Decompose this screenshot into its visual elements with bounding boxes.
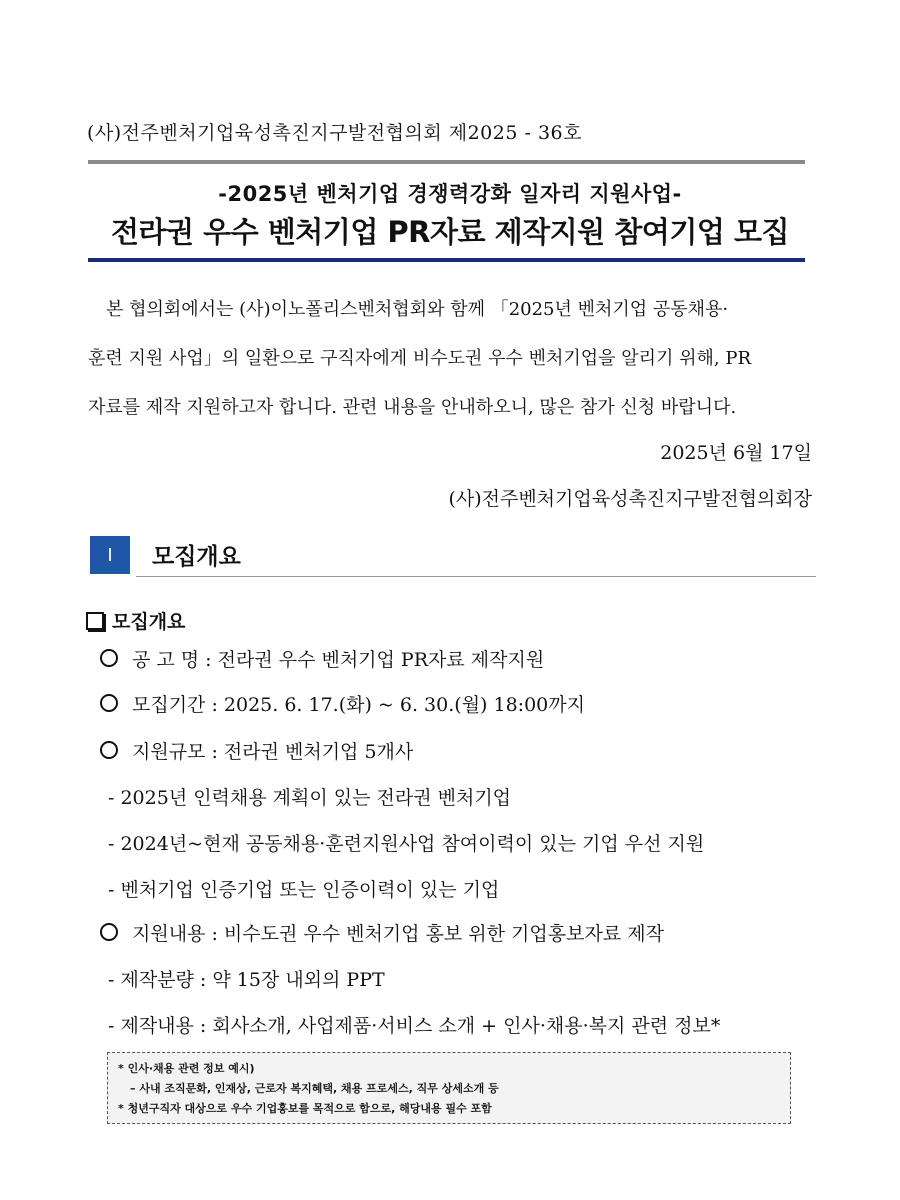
intro-line: 자료를 제작 지원하고자 합니다. 관련 내용을 안내하오니, 많은 참가 신청 바랍니다. bbox=[88, 397, 737, 418]
document-number: (사)전주벤처기업육성촉진지구발전협의회 제2025 - 36호 bbox=[87, 122, 582, 144]
list-subitem: - 2024년~현재 공동채용·훈련지원사업 참여이력이 있는 기업 우선 지원 bbox=[108, 833, 705, 855]
list-item: 지원내용 : 비수도권 우수 벤처기업 홍보 위한 기업홍보자료 제작 bbox=[100, 919, 820, 946]
title-divider bbox=[88, 258, 805, 262]
list-subitem: - 2025년 인력채용 계획이 있는 전라권 벤처기업 bbox=[108, 787, 512, 809]
note-box bbox=[107, 1052, 791, 1124]
page-title: 전라권 우수 벤처기업 PR자료 제작지원 참여기업 모집 bbox=[111, 215, 789, 249]
overview-heading-label: 모집개요 bbox=[112, 611, 186, 633]
issue-date: 2025년 6월 17일 bbox=[660, 442, 812, 464]
section-number-badge: Ⅰ bbox=[90, 536, 130, 574]
list-subitem: - 제작내용 : 회사소개, 사업제품·서비스 소개 + 인사·채용·복지 관련 정보* bbox=[108, 1015, 721, 1037]
signer: (사)전주벤처기업육성촉진지구발전협의회장 bbox=[448, 488, 812, 510]
note-line: * 청년구직자 대상으로 우수 기업홍보를 목적으로 함으로, 해당내용 필수 포함 bbox=[118, 1102, 492, 1115]
list-item: 공 고 명 : 전라권 우수 벤처기업 PR자료 제작지원 bbox=[100, 645, 820, 672]
circle-bullet-icon bbox=[100, 741, 118, 759]
intro-line: 훈련 지원 사업」의 일환으로 구직자에게 비수도권 우수 벤처기업을 알리기 위해, PR bbox=[88, 348, 752, 369]
circle-bullet-icon bbox=[100, 694, 118, 712]
list-subitem: - 벤처기업 인증기업 또는 인증이력이 있는 기업 bbox=[108, 879, 500, 901]
note-line: – 사내 조직문화, 인재상, 근로자 복지혜택, 채용 프로세스, 직무 상세소개 등 bbox=[130, 1082, 499, 1095]
page-subtitle: -2025년 벤처기업 경쟁력강화 일자리 지원사업- bbox=[218, 182, 682, 206]
circle-bullet-icon bbox=[100, 649, 118, 667]
overview-heading bbox=[86, 607, 185, 634]
checkbox-square-icon bbox=[86, 612, 104, 630]
note-line: * 인사·채용 관련 정보 예시) bbox=[118, 1062, 255, 1075]
list-subitem: - 제작분량 : 약 15장 내외의 PPT bbox=[108, 969, 385, 991]
section-divider bbox=[136, 576, 816, 577]
intro-paragraph bbox=[88, 285, 815, 432]
header-divider bbox=[88, 160, 805, 164]
circle-bullet-icon bbox=[100, 923, 118, 941]
list-item: 지원규모 : 전라권 벤처기업 5개사 bbox=[100, 737, 820, 764]
list-item: 모집기간 : 2025. 6. 17.(화) ~ 6. 30.(월) 18:00까지 bbox=[100, 690, 820, 717]
section-title: 모집개요 bbox=[152, 544, 241, 570]
intro-line: 본 협의회에서는 (사)이노폴리스벤처협회와 함께 「2025년 벤처기업 공동채용· bbox=[106, 299, 729, 320]
